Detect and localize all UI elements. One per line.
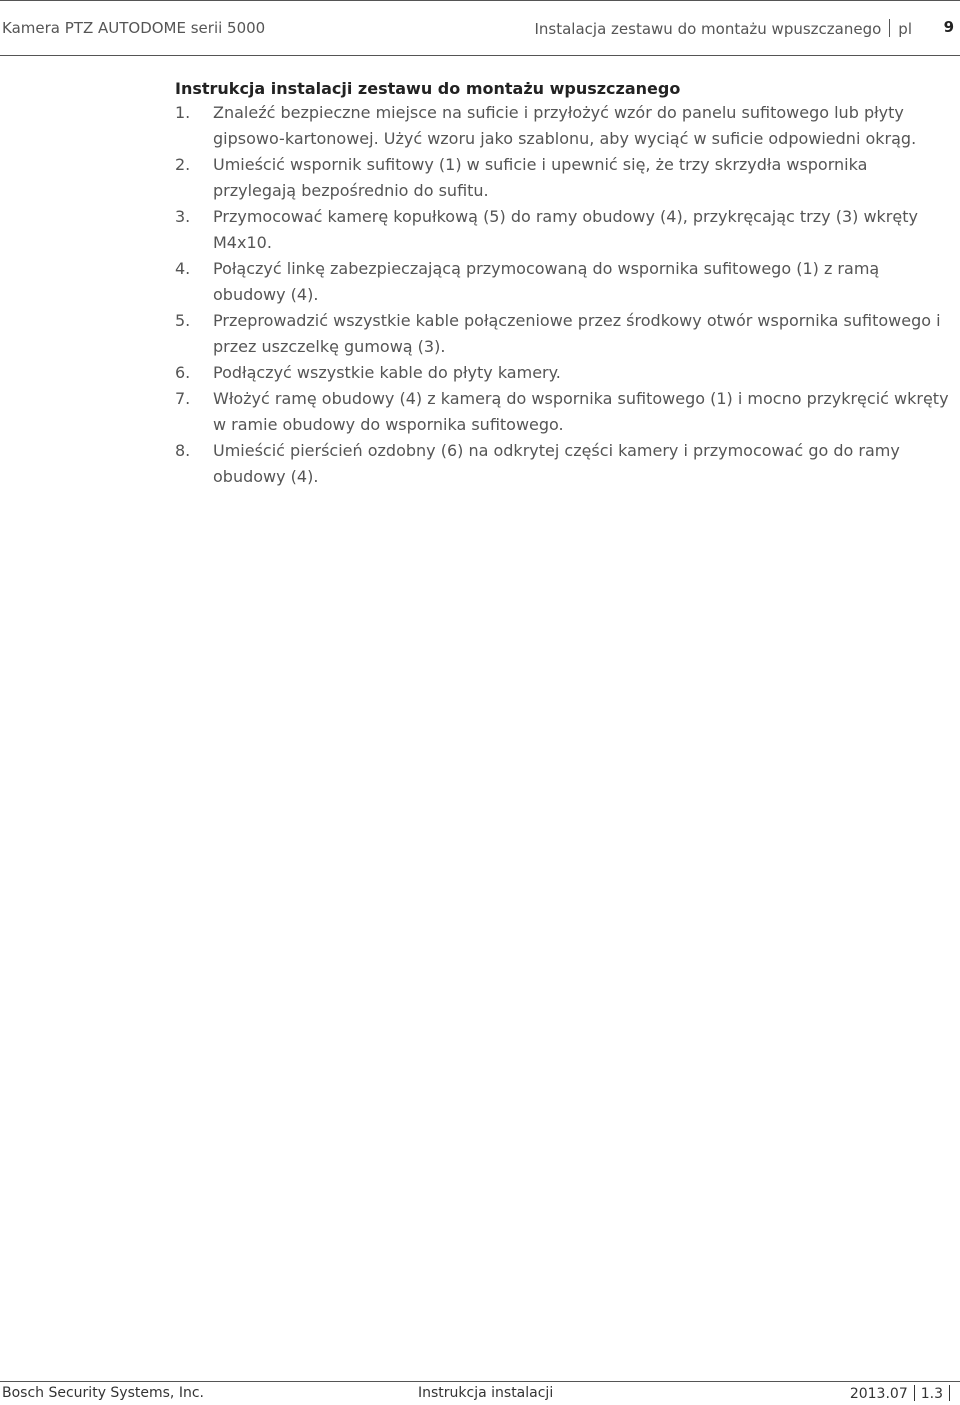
section-title: Instrukcja instalacji zestawu do montażu wpuszczanego (175, 79, 681, 98)
footer-version-info (850, 1385, 956, 1402)
step-text: Umieścić pierścień ozdobny (6) na odkrytej części kamery i przymocować go do ramy obudowy (4). (213, 441, 900, 486)
step-text: Włożyć ramę obudowy (4) z kamerą do wspornika sufitowego (1) i mocno przykręcić wkręty w ramie obudowy do wspornika sufitowego. (213, 389, 949, 434)
step-number: 8. (175, 441, 191, 460)
step-text: Przymocować kamerę kopułkową (5) do ramy obudowy (4), przykręcając trzy (3) wkręty M4x10. (213, 207, 918, 252)
step-8 (175, 438, 955, 490)
page-footer (0, 1381, 960, 1405)
footer-date: 2013.07 (849, 1386, 908, 1402)
main-content (175, 78, 955, 490)
header-product-name: Kamera PTZ AUTODOME serii 5000 (2, 19, 266, 37)
step-5 (175, 308, 955, 360)
step-2 (175, 152, 955, 204)
step-number: 4. (175, 259, 191, 278)
step-6 (175, 360, 955, 386)
footer-version: 1.3 (920, 1386, 943, 1402)
step-text: Znaleźć bezpieczne miejsce na suficie i przyłożyć wzór do panelu sufitowego lub płyty gipsowo-kartonowej. Użyć wzoru jako szablonu, aby wyciąć w suficie odpowiedni okrąg. (213, 103, 917, 148)
header-section-title: Instalacja zestawu do montażu wpuszczanego (534, 20, 882, 38)
header-language: pl (898, 20, 912, 38)
step-7 (175, 386, 955, 438)
step-text: Przeprowadzić wszystkie kable połączeniowe przez środkowy otwór wspornika sufitowego i przez uszczelkę gumową (3). (213, 311, 941, 356)
page-header (0, 0, 960, 56)
step-4 (175, 256, 955, 308)
step-number: 2. (175, 155, 191, 174)
step-number: 1. (175, 103, 191, 122)
step-number: 5. (175, 311, 191, 330)
header-divider (889, 19, 890, 37)
header-section (534, 19, 912, 38)
steps-list (175, 100, 955, 490)
step-text: Podłączyć wszystkie kable do płyty kamery. (213, 363, 561, 382)
step-text: Umieścić wspornik sufitowy (1) w suficie i upewnić się, że trzy skrzydła wspornika przylegają bezpośrednio do sufitu. (213, 155, 868, 200)
step-1 (175, 100, 955, 152)
step-text: Połączyć linkę zabezpieczającą przymocowaną do wspornika sufitowego (1) z ramą obudowy (4). (213, 259, 880, 304)
footer-doc-type: Instrukcja instalacji (418, 1385, 554, 1401)
step-3 (175, 204, 955, 256)
footer-divider (914, 1385, 915, 1401)
page-number: 9 (943, 18, 954, 36)
step-number: 6. (175, 363, 191, 382)
footer-divider-end (949, 1385, 950, 1401)
step-number: 3. (175, 207, 191, 226)
footer-company: Bosch Security Systems, Inc. (2, 1385, 204, 1401)
step-number: 7. (175, 389, 191, 408)
